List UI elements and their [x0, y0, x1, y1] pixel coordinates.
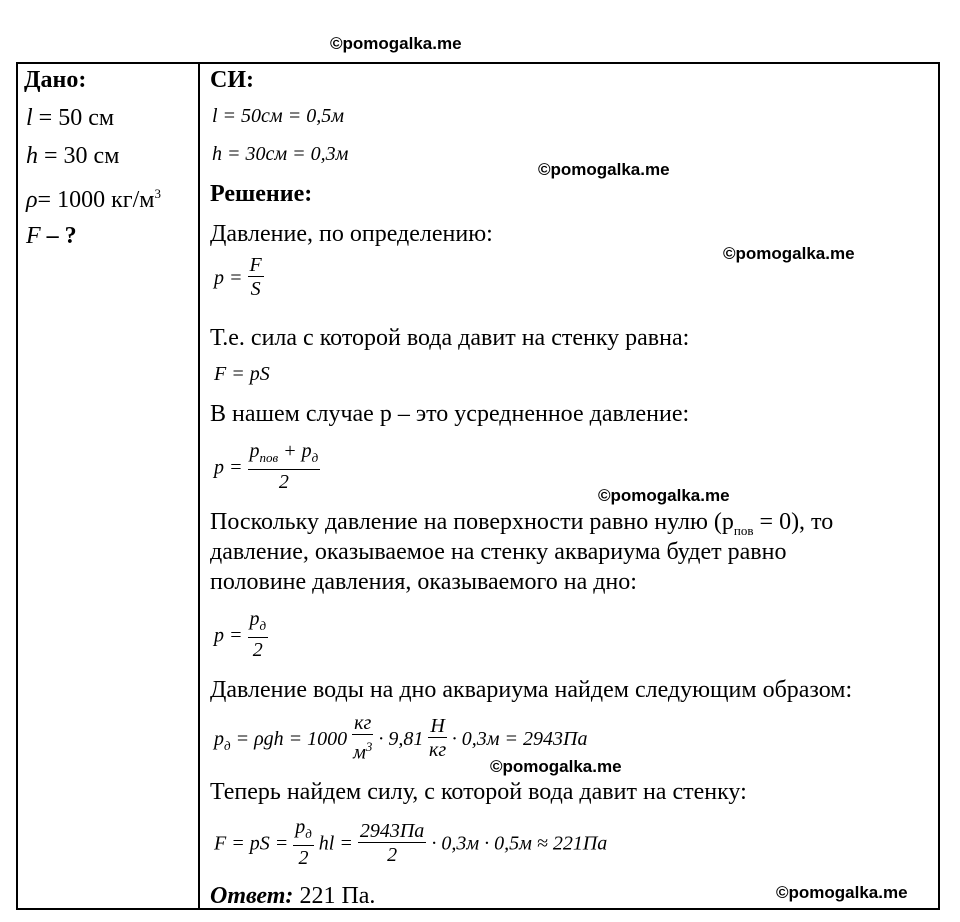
watermark: ©pomogalka.me — [538, 160, 670, 179]
solution-text-3: В нашем случае p – это усредненное давление: — [210, 401, 690, 427]
watermark: ©pomogalka.me — [776, 883, 908, 902]
formula-average-pressure: p = $\frac{p_{пов} + p_д}{2}$ — [214, 440, 319, 493]
solution-text-4b: давление, оказываемое на стенку аквариума будет равно — [210, 539, 787, 565]
given-heading: Дано: — [24, 67, 87, 93]
given-density: ρ= 1000 $кг/м^3$ — [26, 186, 161, 213]
given-unknown: F – ? — [26, 223, 77, 249]
solution-text-6: Теперь найдем силу, с которой вода давит на стенку: — [210, 779, 747, 805]
formula-pressure-definition: p = $\frac{F}{S}$ — [214, 254, 262, 300]
answer: Ответ: 221 Па. — [210, 883, 376, 909]
given-height: h = 30 см — [26, 143, 120, 169]
formula-wall-pressure: p = $\frac{p_д}{2}$ — [214, 608, 267, 661]
si-length: l = 50см = 0,5м — [212, 105, 344, 127]
watermark: ©pomogalka.me — [723, 244, 855, 263]
column-divider — [198, 62, 200, 910]
solution-text-1: Давление, по определению: — [210, 221, 493, 247]
solution-text-5: Давление воды на дно аквариума найдем следующим образом: — [210, 677, 853, 703]
formula-final-force: F = pS = $\frac{p_д}{2}$ hl = $\frac{2943Па}{2}$ · 0,3м · 0,5м ≈ 221Па — [214, 816, 608, 869]
solution-heading: Решение: — [210, 181, 313, 207]
formula-bottom-pressure: $p_д = \rho gh = 1000$ $\frac{кг}{м^3}$ · 9,81 $\frac{Н}{кг}$ · 0,3м = 2943Па — [214, 712, 588, 764]
watermark: ©pomogalka.me — [490, 757, 622, 776]
given-length: l = 50 см — [26, 105, 115, 131]
solution-text-4a: Поскольку давление на поверхности равно нулю $(p_{пов} = 0)$, то — [210, 509, 834, 538]
solution-text-2: Т.е. сила с которой вода давит на стенку равна: — [210, 325, 690, 351]
watermark: ©pomogalka.me — [598, 486, 730, 505]
si-height: h = 30см = 0,3м — [212, 143, 349, 165]
solution-text-4c: половине давления, оказываемого на дно: — [210, 569, 637, 595]
si-heading: СИ: — [210, 67, 254, 93]
formula-force: F = pS — [214, 363, 270, 385]
watermark: ©pomogalka.me — [330, 34, 462, 53]
